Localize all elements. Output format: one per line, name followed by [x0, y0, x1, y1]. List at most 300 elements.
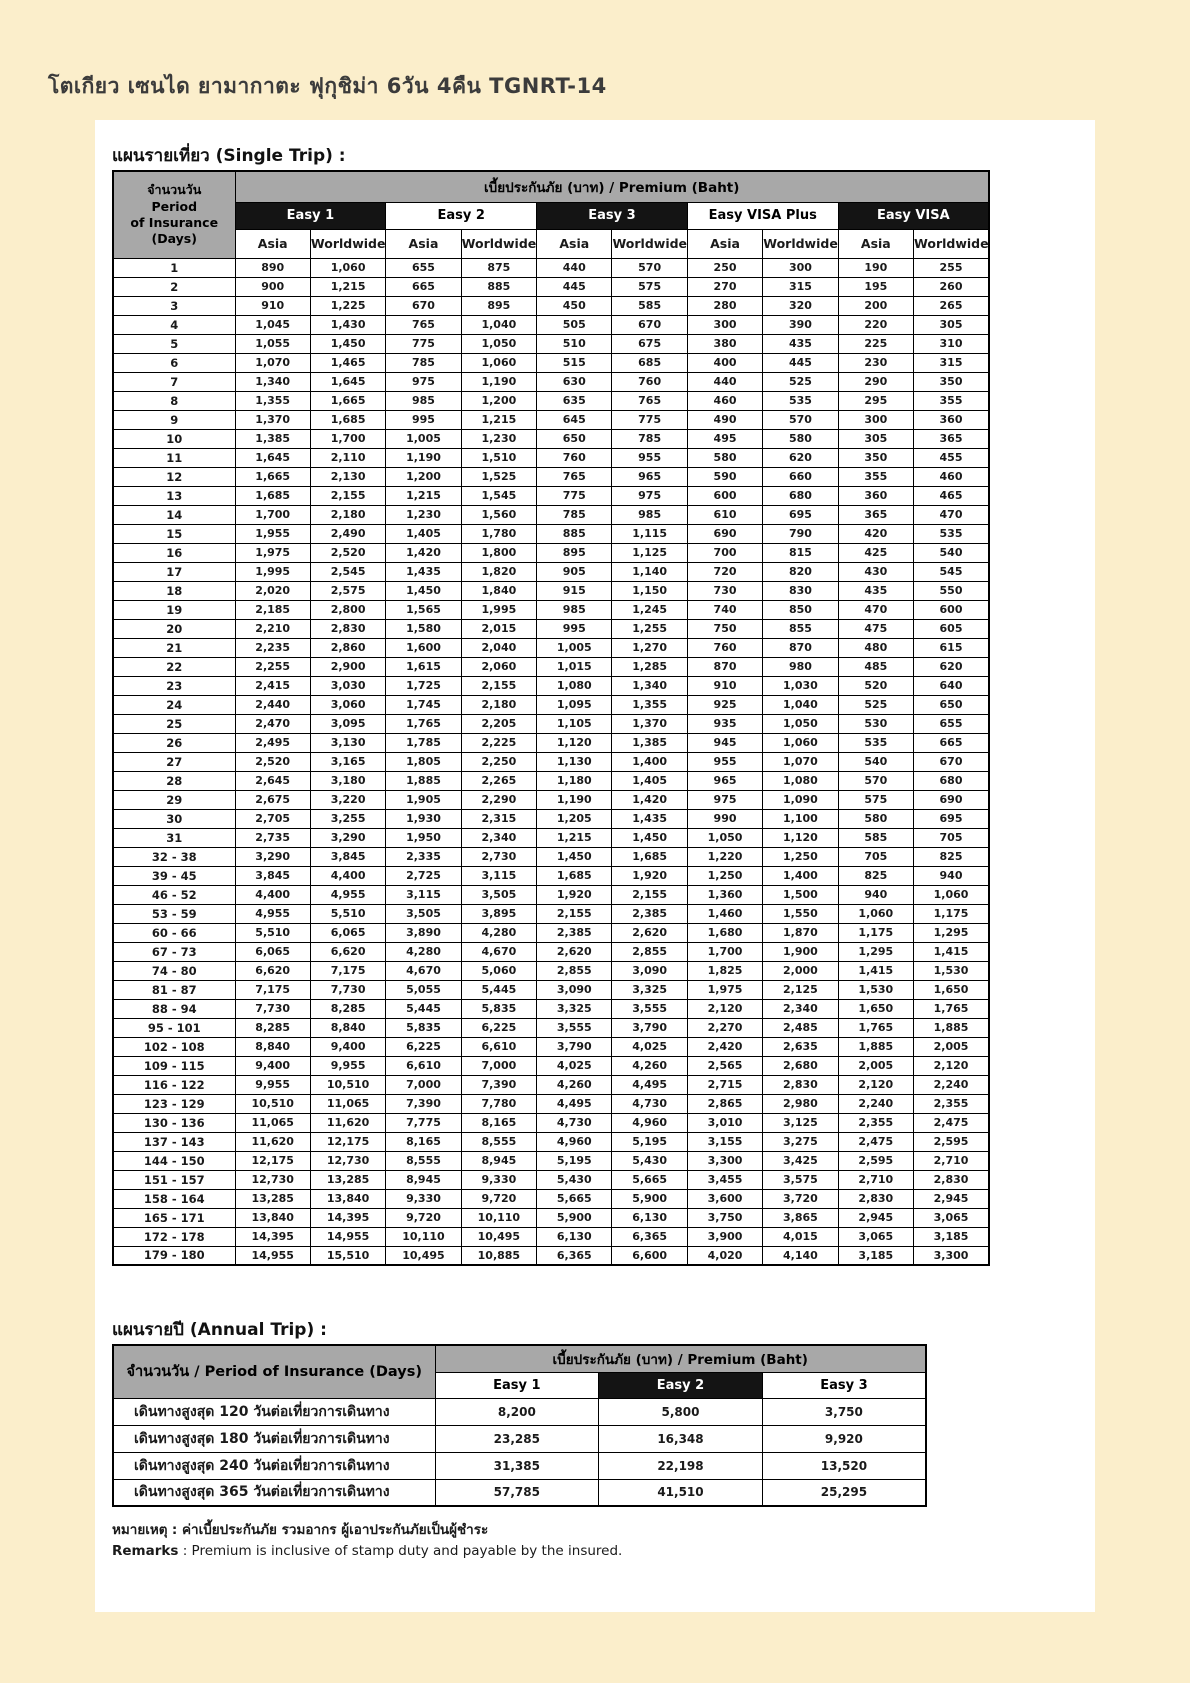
period-cell: 32 - 38	[113, 847, 235, 866]
table-row	[113, 1113, 989, 1132]
premium-cell: 10,510	[310, 1075, 385, 1094]
premium-cell: 270	[687, 277, 762, 296]
premium-cell: 1,420	[386, 543, 461, 562]
premium-cell: 485	[838, 657, 913, 676]
premium-cell: 9,920	[762, 1425, 926, 1452]
table-row	[113, 828, 989, 847]
premium-cell: 11,620	[235, 1132, 310, 1151]
premium-cell: 1,060	[838, 904, 913, 923]
premium-cell: 1,200	[461, 391, 536, 410]
premium-cell: 720	[687, 562, 762, 581]
premium-cell: 915	[537, 581, 612, 600]
period-cell: 14	[113, 505, 235, 524]
premium-cell: 445	[537, 277, 612, 296]
region-header: Worldwide	[612, 229, 687, 258]
premium-cell: 2,855	[612, 942, 687, 961]
premium-cell: 5,835	[461, 999, 536, 1018]
premium-cell: 515	[537, 353, 612, 372]
premium-cell: 650	[914, 695, 989, 714]
premium-cell: 2,125	[763, 980, 838, 999]
premium-cell: 1,560	[461, 505, 536, 524]
premium-cell: 2,205	[461, 714, 536, 733]
premium-cell: 3,790	[537, 1037, 612, 1056]
premium-cell: 400	[687, 353, 762, 372]
table-row	[113, 1189, 989, 1208]
table-row	[113, 809, 989, 828]
premium-cell: 13,520	[762, 1452, 926, 1479]
premium-cell: 2,250	[461, 752, 536, 771]
period-cell: 19	[113, 600, 235, 619]
premium-cell: 13,285	[235, 1189, 310, 1208]
premium-cell: 885	[461, 277, 536, 296]
premium-cell: 785	[612, 429, 687, 448]
remarks-thai-text: : ค่าเบี้ยประกันภัย รวมอากร ผู้เอาประกันภัยเป็นผู้ชำระ	[171, 1522, 489, 1538]
premium-cell: 1,530	[838, 980, 913, 999]
premium-cell: 445	[763, 353, 838, 372]
premium-cell: 3,090	[537, 980, 612, 999]
premium-cell: 1,460	[687, 904, 762, 923]
table-row	[113, 1425, 926, 1452]
premium-cell: 1,885	[838, 1037, 913, 1056]
premium-cell: 2,520	[310, 543, 385, 562]
premium-cell: 3,180	[310, 771, 385, 790]
table-row	[113, 942, 989, 961]
region-header: Worldwide	[914, 229, 989, 258]
period-cell: 46 - 52	[113, 885, 235, 904]
table-row	[113, 334, 989, 353]
premium-cell: 620	[914, 657, 989, 676]
premium-cell: 3,750	[687, 1208, 762, 1227]
premium-cell: 1,370	[612, 714, 687, 733]
premium-cell: 255	[914, 258, 989, 277]
premium-cell: 815	[763, 543, 838, 562]
period-cell: 25	[113, 714, 235, 733]
premium-cell: 3,865	[763, 1208, 838, 1227]
table-row	[113, 448, 989, 467]
days-header-line: Period	[151, 198, 198, 214]
period-cell: 144 - 150	[113, 1151, 235, 1170]
premium-cell: 1,400	[612, 752, 687, 771]
premium-cell: 1,050	[461, 334, 536, 353]
premium-cell: 475	[838, 619, 913, 638]
premium-cell: 1,060	[310, 258, 385, 277]
premium-cell: 11,065	[235, 1113, 310, 1132]
premium-cell: 9,955	[235, 1075, 310, 1094]
premium-cell: 1,580	[386, 619, 461, 638]
premium-cell: 955	[612, 448, 687, 467]
premium-cell: 1,820	[461, 562, 536, 581]
premium-cell: 5,060	[461, 961, 536, 980]
premium-cell: 2,635	[763, 1037, 838, 1056]
premium-cell: 2,495	[235, 733, 310, 752]
premium-cell: 1,725	[386, 676, 461, 695]
premium-cell: 985	[537, 600, 612, 619]
period-cell: 123 - 129	[113, 1094, 235, 1113]
premium-cell: 57,785	[435, 1479, 599, 1506]
premium-cell: 2,255	[235, 657, 310, 676]
premium-cell: 1,005	[537, 638, 612, 657]
table-row	[113, 695, 989, 714]
premium-cell: 6,365	[537, 1246, 612, 1265]
premium-cell: 2,490	[310, 524, 385, 543]
premium-cell: 2,020	[235, 581, 310, 600]
period-cell: 9	[113, 410, 235, 429]
plan-header: Easy 1	[435, 1372, 599, 1398]
premium-cell: 310	[914, 334, 989, 353]
premium-cell: 1,285	[612, 657, 687, 676]
premium-cell: 2,735	[235, 828, 310, 847]
premium-cell: 9,400	[235, 1056, 310, 1075]
premium-cell: 620	[763, 448, 838, 467]
table-row	[113, 600, 989, 619]
premium-cell: 350	[914, 372, 989, 391]
remarks-thai-line	[112, 1520, 622, 1541]
premium-cell: 695	[763, 505, 838, 524]
premium-cell: 1,050	[763, 714, 838, 733]
premium-cell: 10,495	[461, 1227, 536, 1246]
premium-cell: 8,945	[386, 1170, 461, 1189]
premium-cell: 290	[838, 372, 913, 391]
premium-cell: 3,130	[310, 733, 385, 752]
premium-cell: 2,005	[914, 1037, 989, 1056]
premium-cell: 3,275	[763, 1132, 838, 1151]
period-cell: 172 - 178	[113, 1227, 235, 1246]
premium-cell: 4,955	[235, 904, 310, 923]
premium-cell: 295	[838, 391, 913, 410]
premium-cell: 1,385	[612, 733, 687, 752]
premium-cell: 665	[914, 733, 989, 752]
premium-cell: 875	[461, 258, 536, 277]
premium-cell: 7,175	[235, 980, 310, 999]
premium-cell: 9,330	[461, 1170, 536, 1189]
premium-cell: 1,230	[386, 505, 461, 524]
period-cell: 29	[113, 790, 235, 809]
premium-cell: 300	[763, 258, 838, 277]
premium-cell: 1,270	[612, 638, 687, 657]
premium-cell: 985	[612, 505, 687, 524]
premium-cell: 600	[687, 486, 762, 505]
premium-cell: 2,705	[235, 809, 310, 828]
premium-cell: 6,130	[612, 1208, 687, 1227]
premium-cell: 5,900	[612, 1189, 687, 1208]
premium-cell: 1,340	[612, 676, 687, 695]
premium-cell: 23,285	[435, 1425, 599, 1452]
premium-cell: 2,015	[461, 619, 536, 638]
premium-cell: 2,830	[838, 1189, 913, 1208]
premium-cell: 495	[687, 429, 762, 448]
premium-cell: 9,400	[310, 1037, 385, 1056]
period-cell: 95 - 101	[113, 1018, 235, 1037]
premium-cell: 1,245	[612, 600, 687, 619]
premium-cell: 1,685	[612, 847, 687, 866]
period-cell: เดินทางสูงสุด 180 วันต่อเที่ยวการเดินทาง	[113, 1425, 435, 1452]
premium-cell: 910	[687, 676, 762, 695]
period-cell: 88 - 94	[113, 999, 235, 1018]
premium-cell: 790	[763, 524, 838, 543]
premium-cell: 1,220	[687, 847, 762, 866]
region-header: Asia	[235, 229, 310, 258]
premium-cell: 580	[838, 809, 913, 828]
days-header-line: จำนวนวัน	[147, 182, 202, 198]
premium-cell: 1,225	[310, 296, 385, 315]
premium-cell: 2,800	[310, 600, 385, 619]
premium-cell: 1,545	[461, 486, 536, 505]
premium-cell: 3,185	[838, 1246, 913, 1265]
premium-cell: 12,175	[310, 1132, 385, 1151]
premium-cell: 2,440	[235, 695, 310, 714]
premium-cell: 3,505	[461, 885, 536, 904]
period-cell: 5	[113, 334, 235, 353]
table-row	[113, 1246, 989, 1265]
premium-cell: 430	[838, 562, 913, 581]
premium-cell: 2,420	[687, 1037, 762, 1056]
premium-cell: 3,065	[914, 1208, 989, 1227]
premium-cell: 2,355	[914, 1094, 989, 1113]
table-row	[113, 752, 989, 771]
remarks-thai-label: หมายเหตุ	[112, 1522, 168, 1538]
premium-cell: 980	[763, 657, 838, 676]
page-title: โตเกียว เซนได ยามากาตะ ฟุกุชิม่า 6วัน 4คืน TGNRT-14	[48, 74, 607, 98]
premium-cell: 2,980	[763, 1094, 838, 1113]
premium-cell: 3,065	[838, 1227, 913, 1246]
period-cell: เดินทางสูงสุด 365 วันต่อเที่ยวการเดินทาง	[113, 1479, 435, 1506]
premium-cell: 420	[838, 524, 913, 543]
premium-cell: 1,295	[838, 942, 913, 961]
premium-cell: 2,185	[235, 600, 310, 619]
premium-cell: 895	[537, 543, 612, 562]
premium-cell: 1,100	[763, 809, 838, 828]
premium-cell: 605	[914, 619, 989, 638]
premium-cell: 1,530	[914, 961, 989, 980]
premium-cell: 3,790	[612, 1018, 687, 1037]
premium-cell: 1,615	[386, 657, 461, 676]
table-row	[113, 1208, 989, 1227]
region-header-row	[113, 229, 989, 258]
premium-cell: 1,765	[914, 999, 989, 1018]
premium-cell: 15,510	[310, 1246, 385, 1265]
premium-cell: 1,050	[687, 828, 762, 847]
premium-cell: 6,620	[235, 961, 310, 980]
premium-cell: 685	[612, 353, 687, 372]
premium-cell: 4,495	[537, 1094, 612, 1113]
premium-cell: 995	[386, 410, 461, 429]
premium-cell: 3,890	[386, 923, 461, 942]
premium-cell: 8,200	[435, 1398, 599, 1425]
premium-cell: 1,565	[386, 600, 461, 619]
table-row	[113, 277, 989, 296]
period-cell: เดินทางสูงสุด 240 วันต่อเที่ยวการเดินทาง	[113, 1452, 435, 1479]
days-header-cell	[113, 171, 235, 258]
period-cell: 137 - 143	[113, 1132, 235, 1151]
plan-header: Easy 3	[762, 1372, 926, 1398]
plan-header: Easy VISA Plus	[687, 202, 838, 229]
premium-cell: 2,575	[310, 581, 385, 600]
table-row	[113, 885, 989, 904]
premium-cell: 535	[914, 524, 989, 543]
premium-cell: 2,855	[537, 961, 612, 980]
premium-cell: 4,495	[612, 1075, 687, 1094]
premium-cell: 2,475	[914, 1113, 989, 1132]
premium-cell: 1,510	[461, 448, 536, 467]
premium-cell: 11,620	[310, 1113, 385, 1132]
period-cell: 116 - 122	[113, 1075, 235, 1094]
premium-cell: 3,555	[612, 999, 687, 1018]
premium-cell: 520	[838, 676, 913, 695]
premium-cell: 12,730	[310, 1151, 385, 1170]
premium-cell: 680	[763, 486, 838, 505]
premium-cell: 390	[763, 315, 838, 334]
premium-cell: 575	[612, 277, 687, 296]
premium-cell: 3,750	[762, 1398, 926, 1425]
premium-cell: 8,165	[461, 1113, 536, 1132]
premium-cell: 575	[838, 790, 913, 809]
premium-cell: 8,840	[235, 1037, 310, 1056]
premium-cell: 885	[537, 524, 612, 543]
premium-cell: 2,270	[687, 1018, 762, 1037]
premium-cell: 315	[763, 277, 838, 296]
premium-cell: 12,730	[235, 1170, 310, 1189]
period-cell: 6	[113, 353, 235, 372]
premium-cell: 650	[537, 429, 612, 448]
remarks-en-line	[112, 1541, 622, 1562]
table-row	[113, 961, 989, 980]
table-row	[113, 923, 989, 942]
premium-cell: 2,130	[310, 467, 385, 486]
premium-cell: 510	[537, 334, 612, 353]
premium-cell: 3,095	[310, 714, 385, 733]
premium-cell: 195	[838, 277, 913, 296]
premium-cell: 8,945	[461, 1151, 536, 1170]
premium-cell: 4,960	[537, 1132, 612, 1151]
premium-cell: 775	[386, 334, 461, 353]
premium-cell: 1,765	[838, 1018, 913, 1037]
premium-cell: 2,710	[838, 1170, 913, 1189]
region-header: Asia	[386, 229, 461, 258]
premium-cell: 1,355	[235, 391, 310, 410]
premium-cell: 6,065	[235, 942, 310, 961]
premium-cell: 1,685	[537, 866, 612, 885]
premium-cell: 3,030	[310, 676, 385, 695]
period-cell: 151 - 157	[113, 1170, 235, 1189]
premium-cell: 5,430	[612, 1151, 687, 1170]
premium-cell: 965	[612, 467, 687, 486]
premium-cell: 1,005	[386, 429, 461, 448]
days-header-line: (Days)	[151, 231, 197, 246]
premium-cell: 935	[687, 714, 762, 733]
premium-cell: 2,000	[763, 961, 838, 980]
premium-cell: 1,415	[914, 942, 989, 961]
table-row	[113, 1056, 989, 1075]
premium-cell: 2,945	[914, 1189, 989, 1208]
premium-cell: 635	[537, 391, 612, 410]
premium-cell: 975	[386, 372, 461, 391]
period-cell: 81 - 87	[113, 980, 235, 999]
premium-cell: 585	[612, 296, 687, 315]
premium-cell: 455	[914, 448, 989, 467]
premium-cell: 3,115	[386, 885, 461, 904]
region-header: Worldwide	[310, 229, 385, 258]
premium-cell: 525	[763, 372, 838, 391]
premium-cell: 5,445	[461, 980, 536, 999]
premium-cell: 1,250	[763, 847, 838, 866]
period-cell: 23	[113, 676, 235, 695]
premium-cell: 22,198	[599, 1452, 763, 1479]
premium-cell: 2,340	[763, 999, 838, 1018]
premium-cell: 4,670	[461, 942, 536, 961]
premium-cell: 1,975	[235, 543, 310, 562]
premium-cell: 460	[687, 391, 762, 410]
premium-cell: 740	[687, 600, 762, 619]
table-row	[113, 1227, 989, 1246]
premium-cell: 2,355	[838, 1113, 913, 1132]
premium-cell: 660	[763, 467, 838, 486]
document-panel	[95, 120, 1095, 1612]
premium-cell: 5,510	[310, 904, 385, 923]
premium-cell: 7,000	[461, 1056, 536, 1075]
premium-cell: 870	[687, 657, 762, 676]
period-cell: 28	[113, 771, 235, 790]
premium-cell: 4,960	[612, 1113, 687, 1132]
premium-cell: 1,900	[763, 942, 838, 961]
period-cell: 158 - 164	[113, 1189, 235, 1208]
premium-cell: 820	[763, 562, 838, 581]
premium-cell: 680	[914, 771, 989, 790]
premium-cell: 1,215	[461, 410, 536, 429]
remarks-block	[112, 1520, 622, 1562]
table-row	[113, 999, 989, 1018]
premium-cell: 1,045	[235, 315, 310, 334]
premium-cell: 2,235	[235, 638, 310, 657]
premium-cell: 1,295	[914, 923, 989, 942]
premium-cell: 3,900	[687, 1227, 762, 1246]
premium-cell: 1,435	[386, 562, 461, 581]
premium-cell: 1,745	[386, 695, 461, 714]
table-row	[113, 353, 989, 372]
premium-cell: 655	[914, 714, 989, 733]
premium-cell: 2,225	[461, 733, 536, 752]
premium-cell: 7,780	[461, 1094, 536, 1113]
premium-cell: 1,060	[461, 353, 536, 372]
premium-cell: 3,575	[763, 1170, 838, 1189]
premium-cell: 9,720	[461, 1189, 536, 1208]
premium-cell: 585	[838, 828, 913, 847]
premium-cell: 250	[687, 258, 762, 277]
premium-cell: 670	[386, 296, 461, 315]
premium-cell: 1,205	[537, 809, 612, 828]
premium-cell: 2,900	[310, 657, 385, 676]
premium-cell: 230	[838, 353, 913, 372]
region-header: Asia	[687, 229, 762, 258]
premium-cell: 1,870	[763, 923, 838, 942]
premium-cell: 1,645	[235, 448, 310, 467]
premium-cell: 450	[537, 296, 612, 315]
table-row	[113, 657, 989, 676]
premium-cell: 4,015	[763, 1227, 838, 1246]
table-row	[113, 258, 989, 277]
premium-cell: 365	[838, 505, 913, 524]
premium-cell: 2,240	[914, 1075, 989, 1094]
premium-cell: 1,785	[386, 733, 461, 752]
table-row	[113, 315, 989, 334]
premium-cell: 1,885	[386, 771, 461, 790]
premium-cell: 2,240	[838, 1094, 913, 1113]
table-row	[113, 486, 989, 505]
premium-cell: 1,060	[914, 885, 989, 904]
premium-cell: 4,260	[612, 1056, 687, 1075]
premium-cell: 7,730	[310, 980, 385, 999]
premium-cell: 750	[687, 619, 762, 638]
premium-band-header: เบี้ยประกันภัย (บาท) / Premium (Baht)	[435, 1345, 926, 1372]
